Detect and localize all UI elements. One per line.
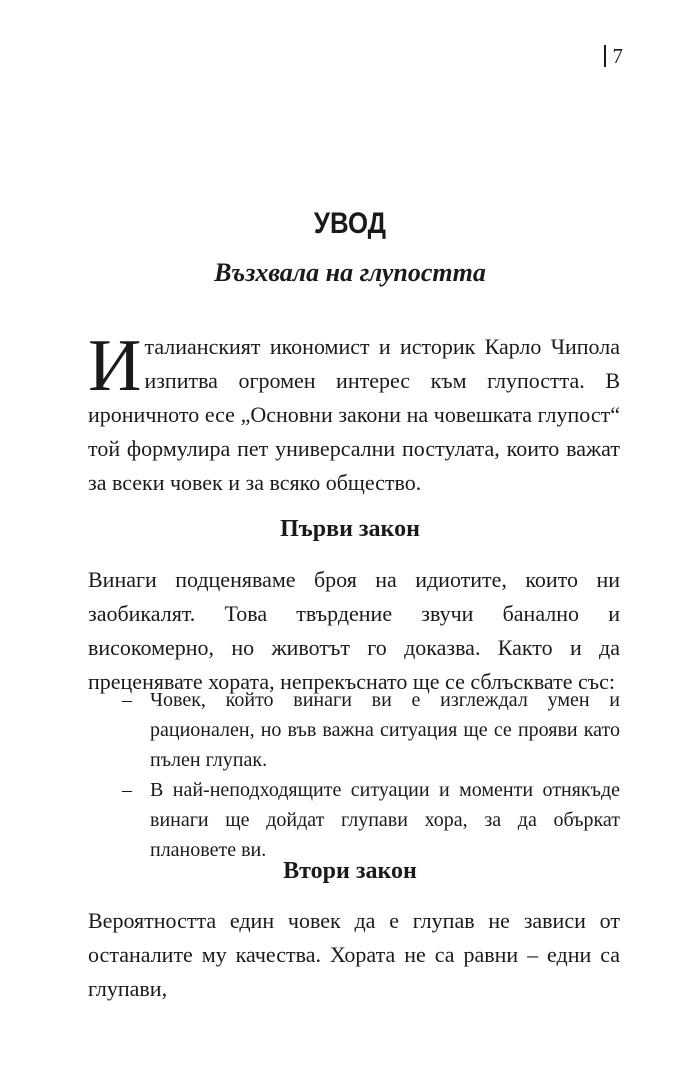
dash-marker: – bbox=[122, 779, 132, 801]
list-item-text: В най-неподходящите ситуации и моменти отнякъде винаги ще дойдат глупави хора, за да объркат плановете ви. bbox=[150, 779, 620, 861]
section-heading-second-law: Втори закон bbox=[283, 858, 417, 884]
list-item-text: Човек, който винаги ви е изглеждал умен и рационален, но във важна ситуация ще се прояви като пълен глупак. bbox=[150, 689, 620, 771]
page-number-divider bbox=[604, 45, 606, 67]
chapter-title: УВОД bbox=[313, 207, 387, 240]
list-item bbox=[122, 775, 620, 865]
section-heading-first-law: Първи закон bbox=[280, 516, 420, 542]
page-number bbox=[604, 44, 623, 68]
list-item bbox=[122, 685, 620, 775]
chapter-subtitle: Възхвала на глупостта bbox=[214, 258, 486, 287]
first-law-list bbox=[122, 685, 620, 865]
intro-paragraph bbox=[88, 325, 620, 500]
page-number-value: 7 bbox=[612, 44, 623, 68]
first-law-paragraph: Винаги подценяваме броя на идиотите, които ни заобикалят. Това твърдение звучи банално и високомерно, но животът го доказва. Както и да преценявате хората, непрекъснато ще се сблъсквате със: bbox=[88, 567, 620, 694]
drop-cap: И bbox=[88, 325, 142, 407]
dash-marker: – bbox=[122, 689, 132, 711]
intro-text: талианският икономист и историк Карло Чипола изпитва огромен интерес към глупостта. В ироничното есе „Основни закони на човешката глупост“ той формулира пет универсални постулата, които важат за всеки човек и за всяко общество. bbox=[88, 334, 620, 495]
second-law-paragraph: Вероятността един човек да е глупав не зависи от останалите му качества. Хората не са равни – едни са глупави, bbox=[88, 908, 620, 1001]
